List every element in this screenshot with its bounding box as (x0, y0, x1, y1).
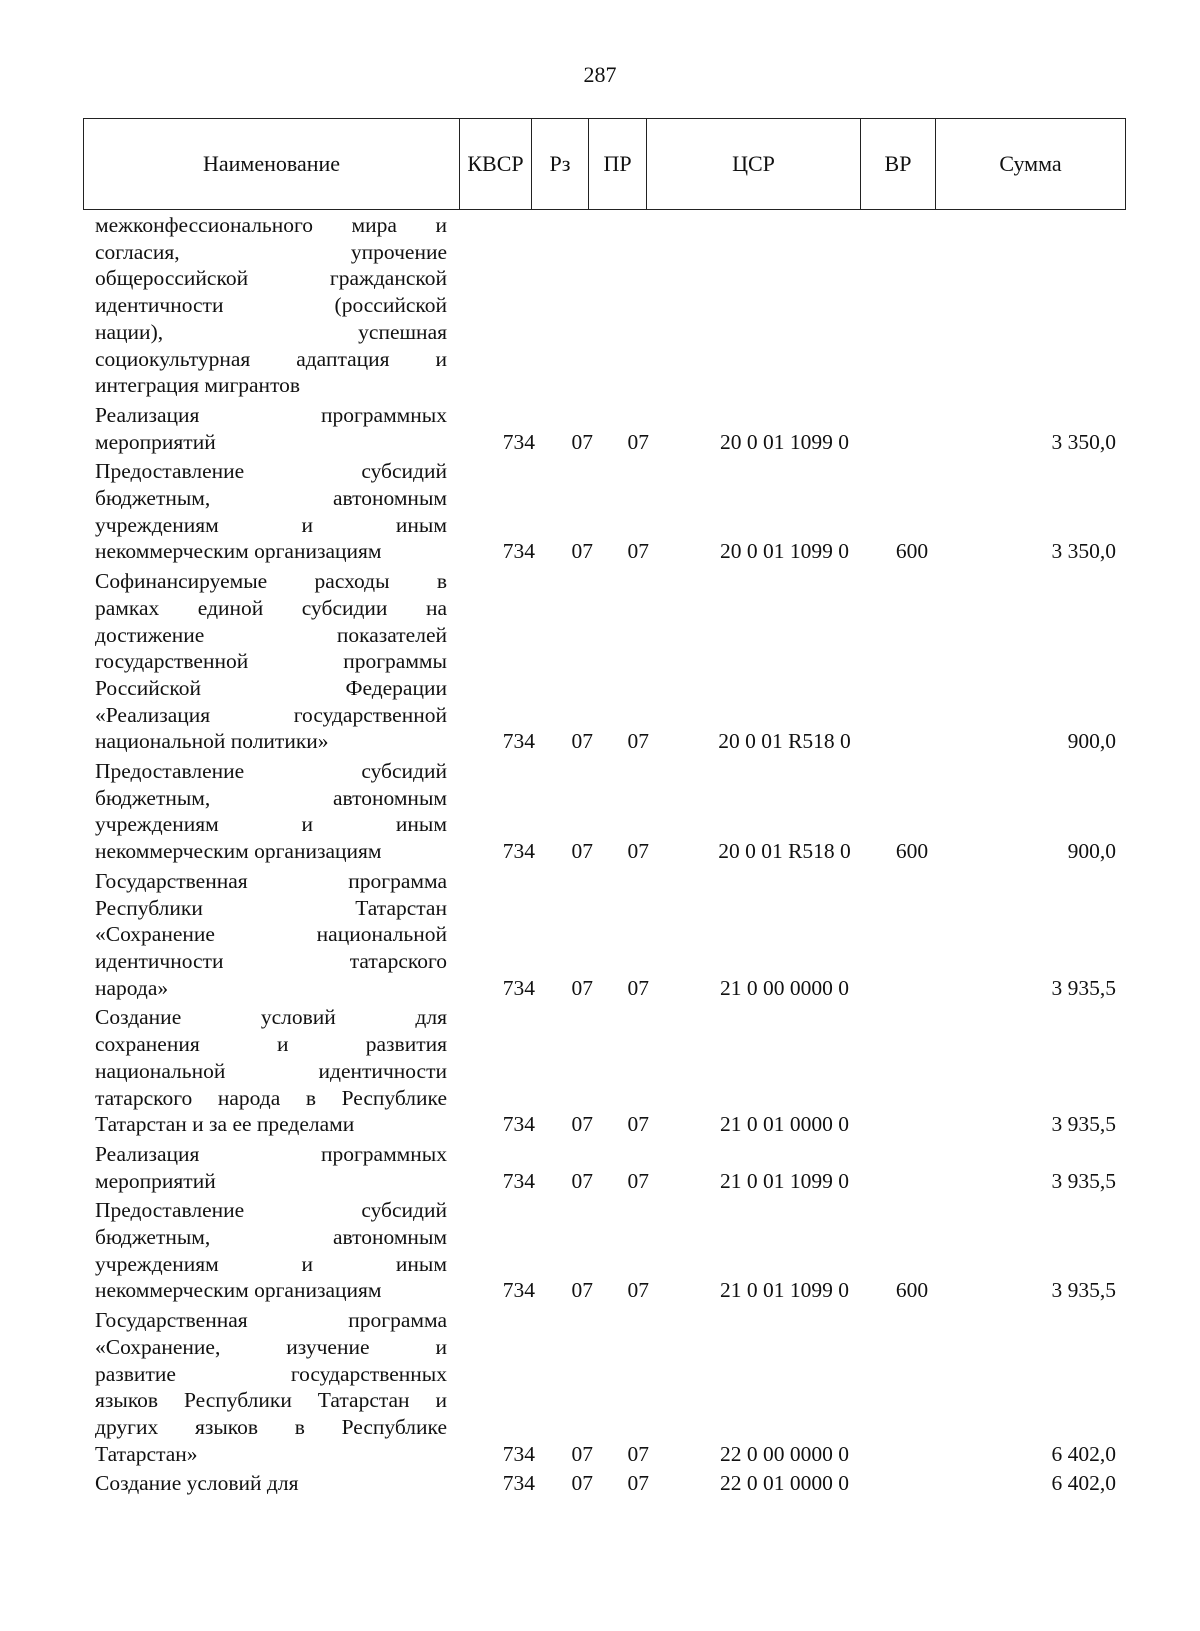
row-rz: 07 (571, 1441, 593, 1466)
row-name-line: Государственная программа (95, 1308, 447, 1333)
row-csr: 21 0 01 0000 0 (720, 1112, 849, 1137)
row-name-line: некоммерческим организациям (95, 839, 382, 864)
row-name-line: общероссийской гражданской (95, 266, 447, 291)
row-name-line: Республики Татарстан (95, 895, 447, 920)
row-name-line: Государственная программа (95, 868, 447, 893)
row-sum: 3 935,5 (1051, 1278, 1116, 1303)
row-name (95, 402, 447, 455)
row-rz: 07 (571, 729, 593, 754)
row-name-line: бюджетным, автономным (95, 1225, 447, 1250)
row-name-line: Софинансируемые расходы в (95, 569, 447, 594)
row-pr: 07 (627, 1441, 649, 1466)
row-rz: 07 (571, 539, 593, 564)
row-kvsr: 734 (502, 975, 535, 1000)
row-kvsr: 734 (502, 729, 535, 754)
table-row (95, 1197, 1126, 1304)
row-kvsr: 734 (502, 429, 535, 454)
row-name-line: учреждениям и иным (95, 512, 447, 537)
row-pr: 07 (627, 429, 649, 454)
row-pr: 07 (627, 975, 649, 1000)
row-rz: 07 (571, 975, 593, 1000)
row-name (95, 1470, 447, 1497)
row-kvsr: 734 (502, 839, 535, 864)
header-pr: ПР (589, 119, 647, 209)
row-name-line: других языков в Республике (95, 1414, 447, 1439)
row-name (95, 758, 447, 865)
row-name (95, 1307, 447, 1467)
row-name-line: татарского народа в Республике (95, 1085, 447, 1110)
row-vr: 600 (895, 839, 929, 864)
row-csr: 21 0 00 0000 0 (720, 975, 849, 1000)
row-kvsr: 734 (502, 1168, 535, 1193)
table-row (95, 1004, 1126, 1138)
row-name-line: национальной политики» (95, 729, 329, 754)
row-name (95, 1004, 447, 1138)
row-csr: 20 0 01 1099 0 (720, 539, 849, 564)
row-vr: 600 (895, 1278, 929, 1303)
row-sum: 3 935,5 (1051, 1112, 1116, 1137)
row-name-line: идентичности татарского (95, 948, 447, 973)
row-name-line: «Сохранение национальной (95, 922, 447, 947)
page-number: 287 (583, 62, 617, 87)
row-name-line: развитие государственных (95, 1361, 447, 1386)
row-name-line: мероприятий (95, 429, 216, 454)
row-name-line: мероприятий (95, 1168, 216, 1193)
row-sum: 3 350,0 (1051, 539, 1116, 564)
row-pr: 07 (627, 1278, 649, 1303)
row-csr: 21 0 01 1099 0 (720, 1168, 849, 1193)
row-name-line: народа» (95, 975, 169, 1000)
row-name-line: сохранения и развития (95, 1032, 447, 1057)
row-sum: 900,0 (1067, 839, 1116, 864)
row-kvsr: 734 (502, 1471, 535, 1496)
header-sum: Сумма (999, 151, 1062, 176)
row-csr: 22 0 00 0000 0 (720, 1441, 849, 1466)
row-pr: 07 (627, 1168, 649, 1193)
row-kvsr: 734 (502, 1278, 535, 1303)
row-name (95, 212, 447, 399)
table-header (83, 118, 1126, 210)
row-kvsr: 734 (502, 1112, 535, 1137)
row-name-line: Предоставление субсидий (95, 1198, 447, 1223)
row-name-line: учреждениям и иным (95, 1251, 447, 1276)
row-name-line: национальной идентичности (95, 1058, 447, 1083)
row-name-line: Татарстан и за ее пределами (95, 1112, 355, 1137)
row-rz: 07 (571, 429, 593, 454)
row-name-line: бюджетным, автономным (95, 785, 447, 810)
row-name-line: Реализация программных (95, 1141, 447, 1166)
row-rz: 07 (571, 839, 593, 864)
row-name-line: некоммерческим организациям (95, 1278, 382, 1303)
header-csr: ЦСР (647, 119, 861, 209)
header-name: Наименование (84, 119, 460, 209)
row-pr: 07 (627, 539, 649, 564)
header-vr: ВР (861, 119, 936, 209)
table-row (95, 402, 1126, 455)
row-name-line: интеграция мигрантов (95, 373, 301, 398)
row-name-line: нации), успешная (95, 319, 447, 344)
row-rz: 07 (571, 1112, 593, 1137)
row-kvsr: 734 (502, 1441, 535, 1466)
row-csr: 20 0 01 R518 0 (718, 839, 851, 864)
row-kvsr: 734 (502, 539, 535, 564)
row-name-line: согласия, упрочение (95, 239, 447, 264)
table-row (95, 458, 1126, 565)
table-body (95, 212, 1126, 1500)
table-row (95, 758, 1126, 865)
row-name-line: Предоставление субсидий (95, 459, 447, 484)
row-sum: 3 935,5 (1051, 1168, 1116, 1193)
header-rz: Рз (532, 119, 589, 209)
row-sum: 6 402,0 (1051, 1441, 1116, 1466)
row-sum: 900,0 (1067, 729, 1116, 754)
row-csr: 20 0 01 R518 0 (718, 729, 851, 754)
row-name-line: рамках единой субсидии на (95, 595, 447, 620)
row-pr: 07 (627, 1471, 649, 1496)
row-name-line: бюджетным, автономным (95, 486, 447, 511)
row-sum: 6 402,0 (1051, 1471, 1116, 1496)
row-name-line: Создание условий для (95, 1471, 299, 1496)
row-rz: 07 (571, 1278, 593, 1303)
row-name-line: достижение показателей (95, 622, 447, 647)
table-row (95, 568, 1126, 755)
row-pr: 07 (627, 729, 649, 754)
row-name-line: «Сохранение, изучение и (95, 1334, 447, 1359)
row-name (95, 1141, 447, 1194)
row-pr: 07 (627, 1112, 649, 1137)
table-row (95, 1470, 1126, 1497)
row-name-line: «Реализация государственной (95, 702, 447, 727)
row-name-line: Татарстан» (95, 1441, 198, 1466)
row-name (95, 568, 447, 755)
row-name-line: учреждениям и иным (95, 812, 447, 837)
table-row (95, 868, 1126, 1002)
row-name-line: межконфессионального мира и (95, 213, 447, 237)
row-name-line: идентичности (российской (95, 293, 447, 318)
row-name-line: Создание условий для (95, 1005, 447, 1030)
row-name (95, 1197, 447, 1304)
table-row (95, 1141, 1126, 1194)
row-pr: 07 (627, 839, 649, 864)
table-row (95, 212, 1126, 399)
row-name-line: социокультурная адаптация и (95, 346, 447, 371)
row-name (95, 868, 447, 1002)
row-sum: 3 350,0 (1051, 429, 1116, 454)
table-row (95, 1307, 1126, 1467)
row-name-line: некоммерческим организациям (95, 539, 382, 564)
row-name-line: Реализация программных (95, 402, 447, 427)
row-rz: 07 (571, 1168, 593, 1193)
row-name-line: языков Республики Татарстан и (95, 1388, 447, 1413)
row-sum: 3 935,5 (1051, 975, 1116, 1000)
row-csr: 20 0 01 1099 0 (720, 429, 849, 454)
row-name (95, 458, 447, 565)
row-csr: 22 0 01 0000 0 (720, 1471, 849, 1496)
row-vr: 600 (895, 539, 929, 564)
row-csr: 21 0 01 1099 0 (720, 1278, 849, 1303)
row-name-line: государственной программы (95, 649, 447, 674)
row-rz: 07 (571, 1471, 593, 1496)
row-name-line: Предоставление субсидий (95, 759, 447, 784)
row-name-line: Российской Федерации (95, 675, 447, 700)
header-kvsr: КВСР (460, 119, 532, 209)
